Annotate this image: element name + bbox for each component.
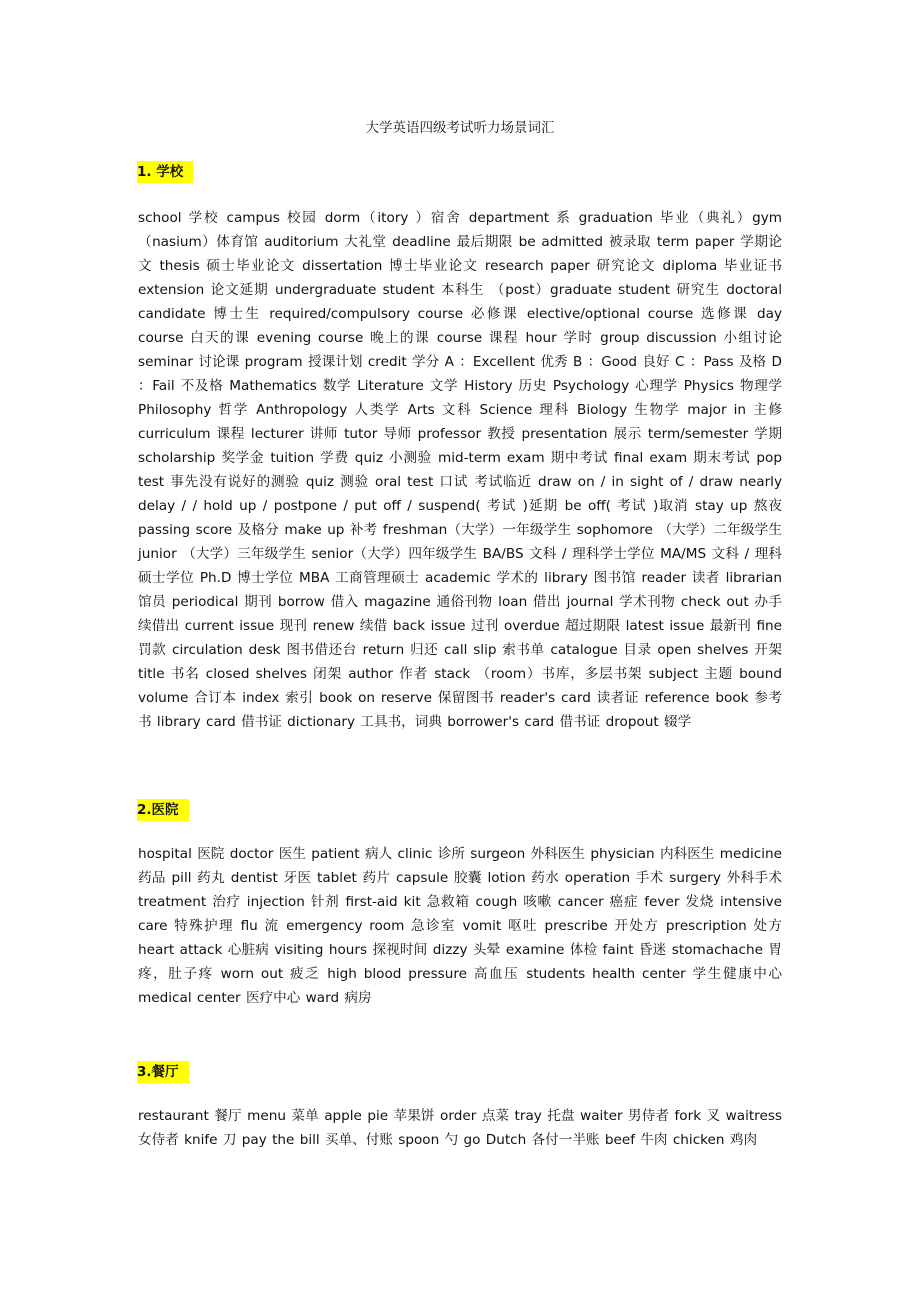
document-title: 大学英语四级考试听力场景词汇 [365, 120, 555, 136]
section-body-school: school 学校 campus 校园 dorm（itory ）宿舍 department 系 graduation 毕业（典礼）gym （nasium）体育馆 auditorium 大礼堂 deadline 最后期限 be admitted 被录取 term paper 学期论文 thesis 硕士毕业论文 dissertation 博士毕业论文 research paper 研究论文 diploma 毕业证书 extension 论文延期 undergraduate student 本科生 （post）graduate student 研究生 doctoral candidate 博士生 required/compulsory course 必修课 elective/optional course 选修课 day course 白天的课 evening course 晚上的课 course 课程 hour 学时 group discussion 小组讨论 seminar 讨论课 program 授课计划 credit 学分 A ：Excellent 优秀 B ：Good 良好 C ：Pass 及格 D ：Fail 不及格 Mathematics 数学 Literature 文学 History 历史 Psychology 心理学 Physics 物理学 Philosophy 哲学 Anthropology 人类学 Arts 文科 Science 理科 Biology 生物学 major in 主修 curriculum 课程 lecturer 讲师 tutor 导师 professor 教授 presentation 展示 term/semester 学期 scholarship 奖学金 tuition 学费 quiz 小测验 mid-term exam 期中考试 final exam 期末考试 pop test 事先没有说好的测验 quiz 测验 oral test 口试 考试临近 draw on / in sight of / draw nearly delay / / hold up / postpone / put off / suspend( 考试 )延期 be off( 考试 )取消 stay up 熬夜 passing score 及格分 make up 补考 freshman（大学）一年级学生 sophomore （大学）二年级学生 junior （大学）三年级学生 senior（大学）四年级学生 BA/BS 文科 / 理科学士学位 MA/MS 文科 / 理科硕士学位 Ph.D 博士学位 MBA 工商管理硕士 academic 学术的 library 图书馆 reader 读者 librarian 馆员 periodical 期刊 borrow 借入 magazine 通俗刊物 loan 借出 journal 学术刊物 check out 办手续借出 current issue 现刊 renew 续借 back issue 过刊 overdue 超过期限 latest issue 最新刊 fine 罚款 circulation desk 图书借还台 return 归还 call slip 索书单 catalogue 目录 open shelves 开架 title 书名 closed shelves 闭架 author 作者 stack （room）书库，多层书架 subject 主题 bound volume 合订本 index 索引 book on reserve 保留图书 reader's card 读者证 reference book 参考书 library card 借书证 dictionary 工具书，词典 borrower's card 借书证 dropout 辍学 [138, 210, 782, 730]
section-heading-hospital: 2.医院 [137, 799, 189, 821]
section-heading-restaurant: 3.餐厅 [137, 1061, 189, 1083]
section-body-hospital: hospital 医院 doctor 医生 patient 病人 clinic 诊所 surgeon 外科医生 physician 内科医生 medicine 药品 pill 药丸 dentist 牙医 tablet 药片 capsule 胶囊 lotion 药水 operation 手术 surgery 外科手术 treatment 治疗 injection 针剂 first-aid kit 急救箱 cough 咳嗽 cancer 癌症 fever 发烧 intensive care 特殊护理 flu 流 emergency room 急诊室 vomit 呕吐 prescribe 开处方 prescription 处方 heart attack 心脏病 visiting hours 探视时间 dizzy 头晕 examine 体检 faint 昏迷 stomachache 胃疼，肚子疼 worn out 疲乏 high blood pressure 高血压 students health center 学生健康中心 medical center 医疗中心 ward 病房 [138, 846, 782, 1006]
section-heading-school: 1. 学校 [137, 161, 193, 183]
section-body-restaurant: restaurant 餐厅 menu 菜单 apple pie 苹果饼 order 点菜 tray 托盘 waiter 男侍者 fork 叉 waitress 女侍者 knife 刀 pay the bill 买单、付账 spoon 勺 go Dutch 各付一半账 beef 牛肉 chicken 鸡肉 [138, 1108, 782, 1148]
